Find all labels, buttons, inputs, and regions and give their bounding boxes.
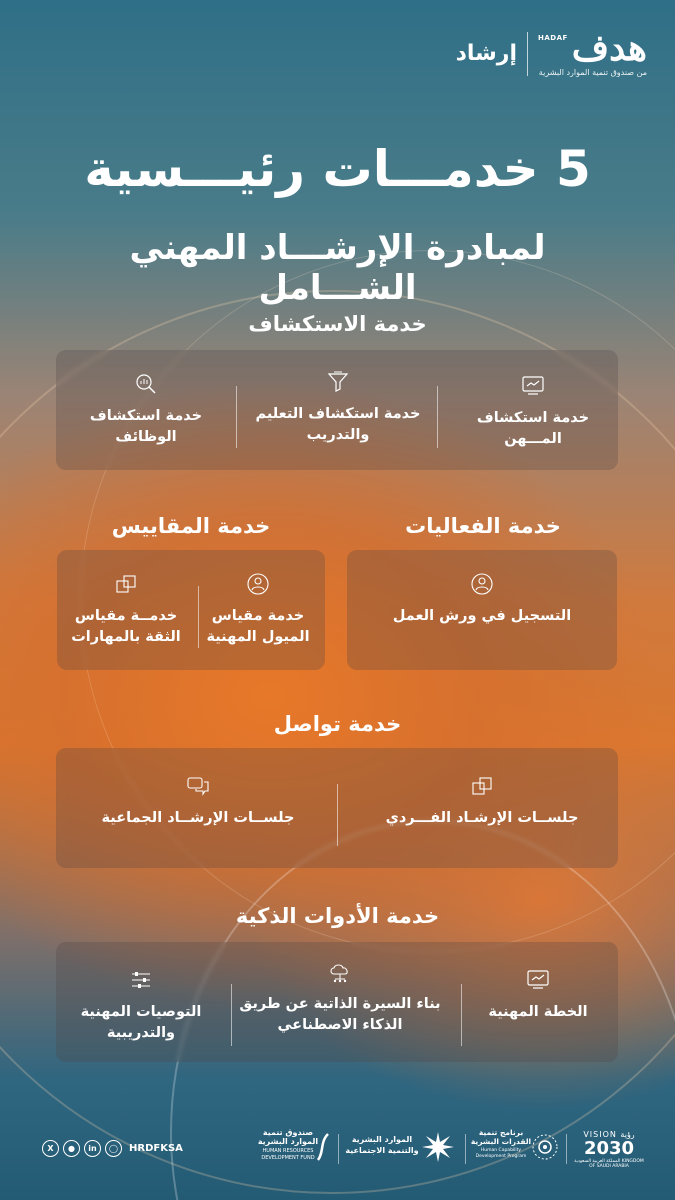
service-item <box>458 374 608 450</box>
hcdp-emblem-icon <box>530 1132 560 1162</box>
service-label: خدمــة مقياس الثقة بالمهارات <box>71 608 181 645</box>
events-card <box>347 550 617 670</box>
chat-bubbles-icon <box>186 774 210 798</box>
vision-2030-logo <box>574 1130 644 1169</box>
divider <box>198 586 199 648</box>
service-item <box>367 572 597 627</box>
instagram-icon[interactable]: ◯ <box>105 1140 122 1157</box>
service-label: الخطة المهنية <box>488 1004 588 1020</box>
service-item <box>78 774 318 829</box>
x-icon[interactable]: X <box>42 1140 59 1157</box>
hrdf-arabic: صندوق تنمية الموارد البشرية <box>257 1128 319 1146</box>
service-item <box>468 968 608 1023</box>
measures-title: خدمة المقاييس <box>111 514 271 538</box>
hadaf-logo <box>538 27 647 77</box>
footer-divider <box>566 1134 567 1164</box>
service-label: خدمة استكشاف المـــهن <box>476 410 590 447</box>
events-title: خدمة الفعاليات <box>405 514 561 538</box>
divider <box>236 386 237 448</box>
social-links <box>42 1140 183 1157</box>
service-item <box>66 968 216 1044</box>
service-label: جلســات الإرشــاد الجماعية <box>101 810 295 826</box>
footer <box>0 1128 675 1168</box>
divider <box>231 984 232 1046</box>
communication-title: خدمة تواصل <box>273 712 402 736</box>
people-network-icon <box>246 572 270 596</box>
service-item <box>362 774 602 829</box>
search-chart-icon <box>134 372 158 396</box>
divider <box>461 984 462 1046</box>
smart-tools-title: خدمة الأدوات الذكية <box>235 904 440 928</box>
exploration-title: خدمة الاستكشاف <box>248 312 427 336</box>
social-handle: HRDFKSA <box>129 1143 183 1154</box>
service-label: بناء السيرة الذاتية عن طريق الذكاء الاصطناعي <box>239 996 441 1033</box>
logo-main-text: هدف <box>571 27 647 69</box>
linkedin-icon[interactable]: in <box>84 1140 101 1157</box>
smart-tools-card <box>56 942 618 1062</box>
funnel-icon <box>326 370 350 394</box>
hrdf-mark-icon <box>316 1132 330 1162</box>
service-item <box>67 572 185 648</box>
hrdf-english: HUMAN RESOURCES DEVELOPMENT FUND <box>261 1148 315 1161</box>
logo-small-text: HADAF <box>538 34 568 42</box>
service-item <box>248 370 428 446</box>
header <box>455 27 647 77</box>
ministry-emblem-icon <box>420 1130 456 1164</box>
service-item <box>230 960 450 1036</box>
service-label: جلســات الإرشـاد الفـــردي <box>385 810 579 826</box>
people-network-icon <box>470 572 494 596</box>
header-divider <box>527 32 528 76</box>
service-label: التوصيات المهنية والتدريبية <box>80 1004 202 1041</box>
hcdp-logo <box>470 1128 532 1160</box>
vision-year: 2030 <box>583 1138 635 1159</box>
sliders-icon <box>129 968 153 992</box>
communication-card <box>56 748 618 868</box>
vision-country: المملكة العربية السعودية KINGDOM OF SAUDI ARABIA <box>574 1159 644 1169</box>
service-label: خدمة استكشاف الوظائف <box>89 408 203 445</box>
cloud-network-icon <box>328 960 352 984</box>
footer-divider <box>465 1134 466 1164</box>
monitor-chart-icon <box>526 968 550 992</box>
snapchat-icon[interactable]: ● <box>63 1140 80 1157</box>
exploration-card <box>56 350 618 470</box>
main-subtitle: لمبادرة الإرشـــاد المهني الشـــامل <box>129 228 546 308</box>
ministry-name: الموارد البشرية والتنمية الاجتماعية <box>345 1135 419 1155</box>
measures-card <box>57 550 325 670</box>
logo-subtitle: من صندوق تنمية الموارد البشرية <box>538 68 647 77</box>
service-item <box>199 572 317 648</box>
ministry-logo <box>344 1134 420 1156</box>
main-title: 5 خدمـــات رئيـــسية <box>84 140 591 198</box>
monitor-chart-icon <box>521 374 545 398</box>
service-item <box>66 372 226 448</box>
vision-top: VISION رؤية <box>583 1130 635 1139</box>
service-label: خدمة مقياس الميول المهنية <box>206 608 310 645</box>
hcdp-arabic: برنامج تنمية القدرات البشرية <box>470 1128 532 1146</box>
overlap-squares-icon <box>114 572 138 596</box>
service-label: خدمة استكشاف التعليم والتدريب <box>255 406 421 443</box>
divider <box>437 386 438 448</box>
irshad-label: إرشاد <box>455 41 517 66</box>
service-label: التسجيل في ورش العمل <box>392 608 572 624</box>
divider <box>337 784 338 846</box>
overlap-squares-icon <box>470 774 494 798</box>
footer-divider <box>338 1134 339 1164</box>
hcdp-english: Human Capability Development Program <box>475 1148 527 1159</box>
